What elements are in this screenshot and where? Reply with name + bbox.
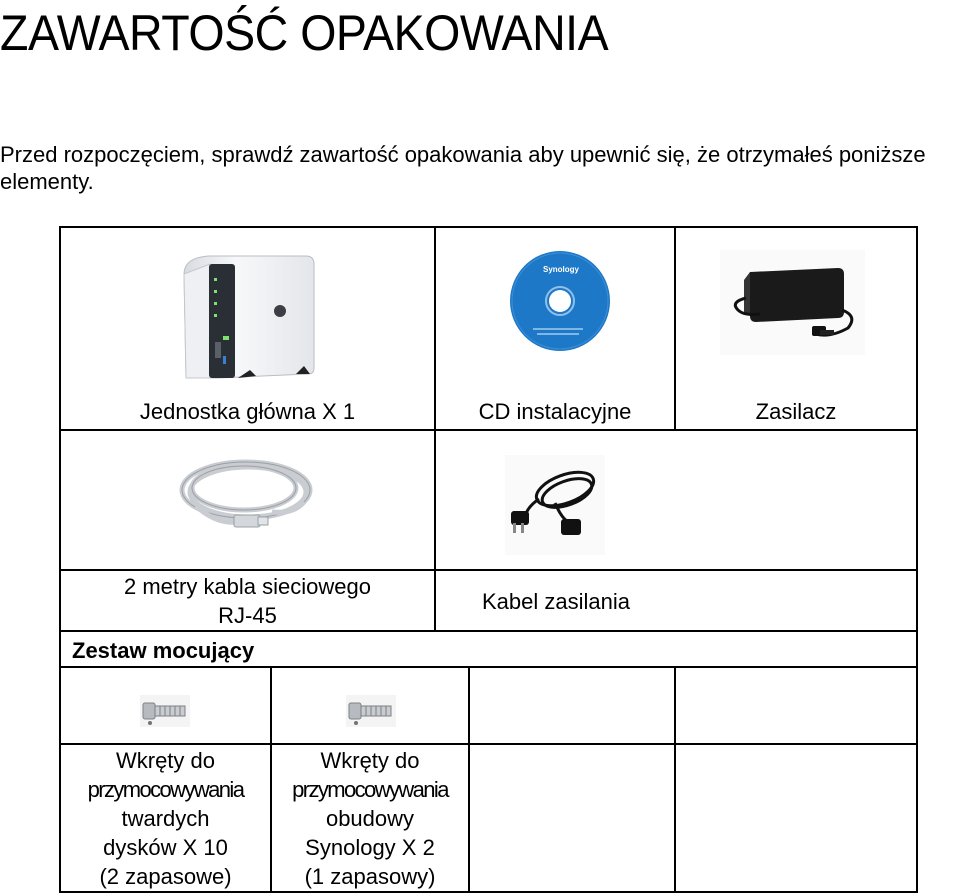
table-cell-empty-2 [674,666,918,893]
label-hdd-screws-l4: dysków X 10 [103,835,228,860]
label-main-unit: Jednostka główna X 1 [139,399,356,424]
label-case-screws-l3: obudowy [325,806,415,831]
label-hdd-screws-l5: (2 zapasowe) [99,864,232,889]
label-case-screws-l5: (1 zapasowy) [304,864,436,889]
power-adapter-icon [720,250,865,355]
label-case-screws-l2: przymocowywania [292,777,448,802]
cd-icon [505,248,615,358]
hdd-screw-icon [140,695,190,727]
table-row-divider [59,743,918,745]
table-row-divider [59,569,918,571]
network-cable-icon [176,452,316,547]
label-network-cable-line1: 2 metry kabla sieciowego [123,574,371,599]
intro-text: Przed rozpoczęciem, sprawdź zawartość opakowania aby upewnić się, że otrzymałeś poniższe elementy. [0,142,926,194]
label-power-cord: Kabel zasilania [482,589,630,614]
label-network-cable-line2: RJ-45 [218,603,277,628]
table-cell-empty-1 [468,666,676,893]
case-screw-icon [346,695,396,727]
label-hdd-screws-l2: przymocowywania [87,777,244,802]
label-case-screws-l1: Wkręty do [320,748,420,773]
nas-unit-icon [178,250,318,385]
label-adapter: Zasilacz [755,399,837,424]
page-title: ZAWARTOŚĆ OPAKOWANIA [0,5,609,61]
label-case-screws-l4: Synology X 2 [305,835,435,860]
label-hdd-screws-l3: twardych [121,806,210,831]
cd-logo-text: Synology [543,265,580,274]
label-hdd-screws-l1: Wkręty do [115,748,216,773]
power-cord-icon [505,455,605,555]
label-cd: CD instalacyjne [478,399,632,424]
mounting-kit-heading: Zestaw mocujący [72,638,255,663]
